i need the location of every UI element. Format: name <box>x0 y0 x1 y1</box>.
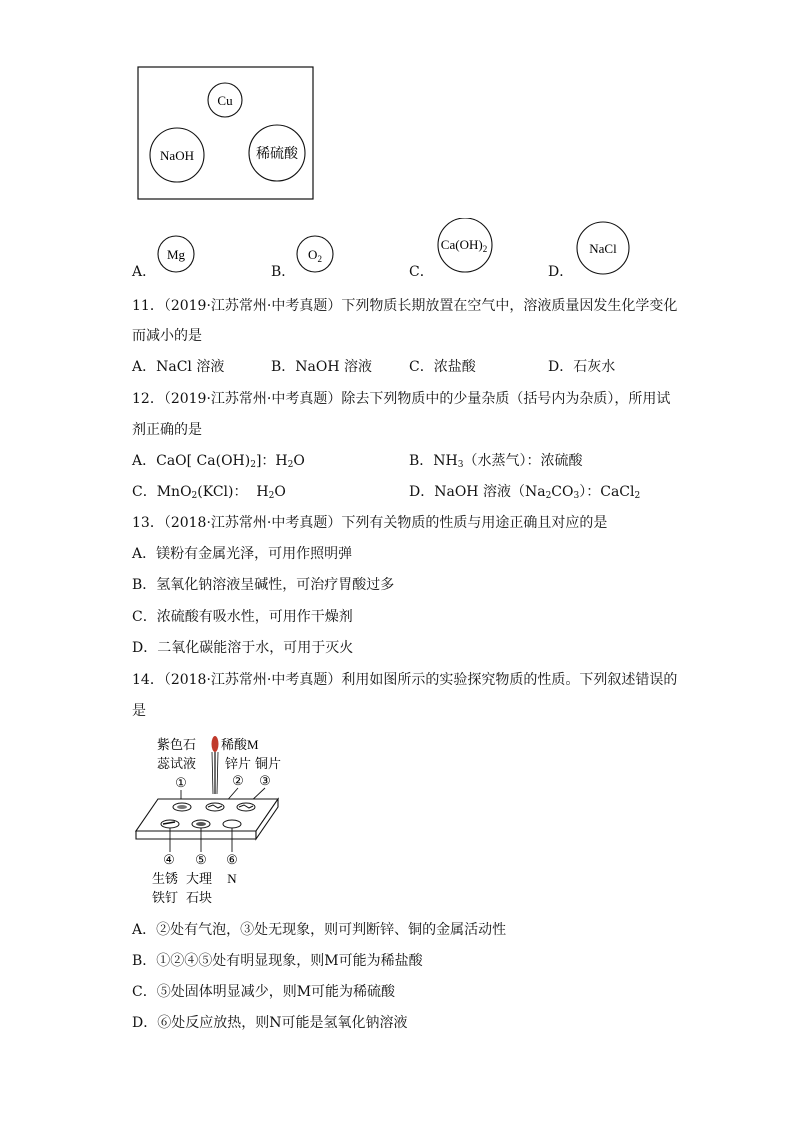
label-n: N <box>227 871 237 886</box>
label-acid-m: 稀酸M <box>221 737 259 752</box>
q11-stem-line1: 11．（2019·江苏常州·中考真题）下列物质长期放置在空气中，溶液质量因发生化学变化 <box>132 298 678 314</box>
q11-option-b: B．NaOH 溶液 <box>271 359 373 375</box>
q10-option-a-label: Mg <box>166 247 186 262</box>
label-rust-1: 生锈 <box>152 871 179 886</box>
label-n1: ① <box>175 775 187 790</box>
dropper-icon <box>212 736 219 794</box>
q12-option-c: C．MnO$_2$(KCl)： $H_2O$ <box>132 484 286 501</box>
q11-option-a: A．NaCl 溶液 <box>132 359 225 375</box>
q14-stem-line2: 是 <box>132 703 146 719</box>
q10-option-b-label: $O_2$ <box>308 247 322 264</box>
q14-stem-line1: 14．（2018·江苏常州·中考真题）利用如图所示的实验探究物质的性质。下列叙述错误的 <box>132 672 678 688</box>
q10-option-d-label: NaCl <box>589 241 617 256</box>
label-n4: ④ <box>163 852 175 867</box>
q13-option-c: C．浓硫酸有吸水性，可用作干燥剂 <box>132 609 353 625</box>
label-purple-2: 蕊试液 <box>157 756 197 771</box>
label-n6: ⑥ <box>226 852 238 867</box>
label-n3: ③ <box>259 773 271 788</box>
label-zinc: 锌片 <box>225 756 252 771</box>
q13-option-a: A．镁粉有金属光泽，可用作照明弹 <box>132 546 353 562</box>
reaction-box-figure <box>130 62 320 202</box>
q11-option-c: C．浓盐酸 <box>409 359 476 375</box>
spot-plate-figure <box>128 732 303 907</box>
q10-option-d-circle <box>574 220 634 280</box>
q10-option-b-circle <box>295 234 335 274</box>
circle-dilute-sulfuric-label: 稀硫酸 <box>256 147 298 162</box>
label-rust-2: 铁钉 <box>152 890 179 905</box>
q13-option-d: D．二氧化碳能溶于水，可用于灭火 <box>132 640 354 656</box>
label-n2: ② <box>232 773 244 788</box>
q13-stem: 13．（2018·江苏常州·中考真题）下列有关物质的性质与用途正确且对应的是 <box>132 515 608 531</box>
label-n5: ⑤ <box>195 852 207 867</box>
label-copper: 铜片 <box>255 756 282 771</box>
q14-option-a: A．②处有气泡，③处无现象，则可判断锌、铜的金属活动性 <box>132 922 507 938</box>
q12-option-b: B．$NH_3$（水蒸气）：浓硫酸 <box>409 453 583 470</box>
q10-option-a-circle <box>156 234 196 274</box>
q14-option-d: D．⑥处反应放热，则N可能是氢氧化钠溶液 <box>132 1015 408 1031</box>
circle-naoh-label: NaOH <box>160 148 194 163</box>
circle-cu-label: Cu <box>217 93 233 108</box>
q12-stem-line1: 12．（2019·江苏常州·中考真题）除去下列物质中的少量杂质（括号内为杂质），所用试 <box>132 391 671 407</box>
spot-plate <box>136 799 278 839</box>
q10-option-d-letter: D． <box>548 264 574 280</box>
label-purple-1: 紫色石 <box>157 737 197 752</box>
label-marble-1: 大理 <box>186 871 213 886</box>
q10-option-b-letter: B． <box>271 264 296 280</box>
q10-option-a-letter: A． <box>132 264 157 280</box>
label-marble-2: 石块 <box>186 890 213 905</box>
q10-option-c-letter: C． <box>409 264 434 280</box>
q13-option-b: B．氢氧化钠溶液呈碱性，可治疗胃酸过多 <box>132 577 395 593</box>
q12-option-a: A．CaO[ $Ca(OH)_2$]：$H_2O$ <box>132 453 305 470</box>
q14-option-b: B．①②④⑤处有明显现象，则M可能为稀盐酸 <box>132 953 423 969</box>
q12-option-d: D．NaOH 溶液$(Na_2CO_3)$：CaCl$_2$ <box>409 484 641 501</box>
q12-stem-line2: 剂正确的是 <box>132 422 202 438</box>
q11-option-d: D．石灰水 <box>548 359 616 375</box>
q11-stem-line2: 而减小的是 <box>132 328 202 344</box>
q14-option-c: C．⑤处固体明显减少，则M可能为稀硫酸 <box>132 984 396 1000</box>
q10-option-c-circle <box>434 218 498 278</box>
q10-option-c-label: $Ca(OH)_2$ <box>440 237 488 254</box>
